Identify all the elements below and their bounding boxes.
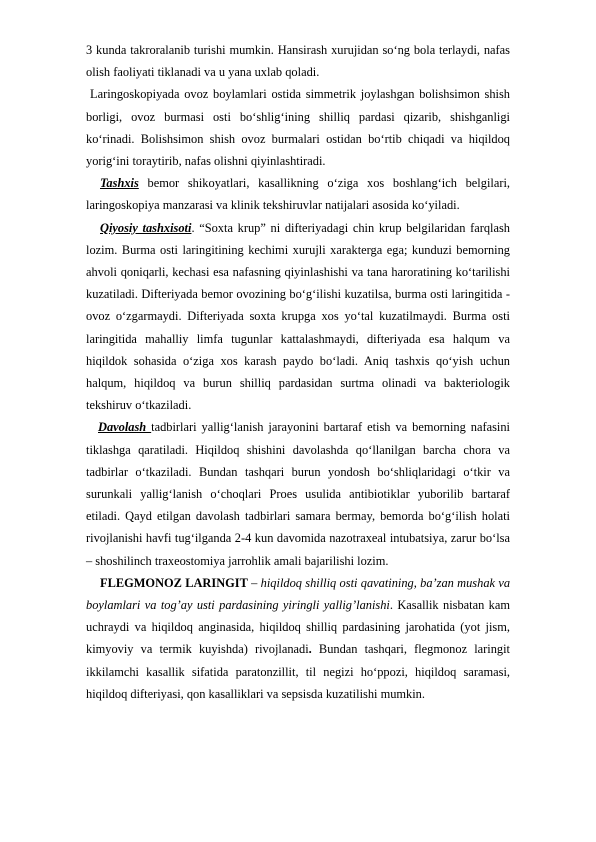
paragraph-1 <box>86 39 510 83</box>
paragraph-laringoskopiya <box>86 83 510 172</box>
paragraph-2-text: Laringoskopiyada ovoz boylamlari ostida simmetrik joylashgan bolishsimon shish borligi, ovoz burmasi osti bo‘shlig‘ining shilliq pardasi qizarib, shishganligi ko‘rinadi. Bolishsimon shish ovoz burmalari ostidan bo‘rtib chiqadi va hiqildoq yorig‘ini toraytirib, nafas olishni qiyinlashtiradi. <box>86 87 510 169</box>
paragraph-qiyosiy <box>86 217 510 417</box>
paragraph-6-text-1: . Kasallik nisbatan kam uchraydi va hiqildoq anginasida, hiqildoq shilliq pardasining jarohatida (yot jism, kimyoviy va termik kuyishda) rivojlanadi <box>86 598 510 657</box>
heading-flegmonoz-laringit: FLEGMONOZ LARINGIT <box>100 575 248 590</box>
flegmonoz-definition: hiqildoq shilliq osti qavatining, ba’zan mushak va boylamlari va tog’ay usti pardasining yiringli yallig’lanishi <box>86 575 511 613</box>
heading-qiyosiy-tashxisoti: Qiyosiy tashxisoti <box>100 220 192 235</box>
document-body <box>86 39 510 705</box>
flegmonoz-dash: – <box>247 575 261 590</box>
paragraph-4-text: . “Soxta krup” ni difteriyadagi chin krup belgilaridan farqlash lozim. Burma osti laringitining kechimi xurujli xarakterga ega; kunduzi bemorning ahvoli qoniqarli, kechasi esa nafasning qiyinlashishi va tana haroratining ko‘tarilishi kuzatiladi. Difteriyada bemor ovozining bo‘g‘ilishi kuzatilsa, burma osti laringitida - ovoz o‘zgarmaydi. Difteriyada soxta krupga xos yo‘tal kuzatilmaydi. Burma osti laringitida mahalliy limfa tugunlar kattalashmaydi, difteriyada esa halqum va hiqildok sohasida o‘ziga xos karash paydo bo‘ladi. Aniq tashxis qo‘yish uchun halqum, hiqildoq va burun shilliq pardasidan surtma olinadi va bakteriologik tekshiruv o‘tkaziladi. <box>86 220 510 413</box>
heading-davolash: Davolash <box>98 420 152 435</box>
paragraph-6-dot: . <box>308 642 312 657</box>
paragraph-6-text-2: Bundan tashqari, flegmonoz laringit ikkilamchi kasallik sifatida paratonzillit, til negizi ho‘ppozi, hiqildoq saramasi, hiqildoq difteriyasi, qon kasalliklari va sepsisda kuzatilishi mumkin. <box>86 642 510 701</box>
paragraph-davolash <box>86 416 510 571</box>
heading-tashxis: Tashxis <box>100 176 139 191</box>
paragraph-5-text: tadbirlari yallig‘lanish jarayonini bartaraf etish va bemorning nafasini tiklashga qaratiladi. Hiqildoq shishini davolashda qo‘llanilgan barcha chora va tadbirlar o‘tkaziladi. Bundan tashqari burun yondosh bo‘shliqlaridagi o‘tkir va surunkali yallig‘lanish o‘choqlari Proes usulida antibiotiklar yuborilib bartaraf etiladi. Qayd etilgan davolash tadbirlari samara bermay, bemorda bo‘g‘ilish holati rivojlanishi havfi tug‘ilganda 2-4 kun davomida nazotraxeal intubatsiya, zarur bo‘lsa – shoshilinch traxeostomiya jarrohlik amali bajarilishi lozim. <box>86 420 510 568</box>
paragraph-tashxis <box>86 172 510 216</box>
paragraph-1-text: 3 kunda takroralanib turishi mumkin. Hansirash xurujidan so‘ng bola terlaydi, nafas olish faoliyati tiklanadi va u yana uxlab qoladi. <box>86 43 510 80</box>
paragraph-3-text: bemor shikoyatlari, kasallikning o‘ziga xos boshlang‘ich belgilari, laringoskopiya manzarasi va klinik tekshiruvlar natijalari asosida ko‘yiladi. <box>86 176 510 213</box>
paragraph-flegmonoz <box>86 572 510 705</box>
